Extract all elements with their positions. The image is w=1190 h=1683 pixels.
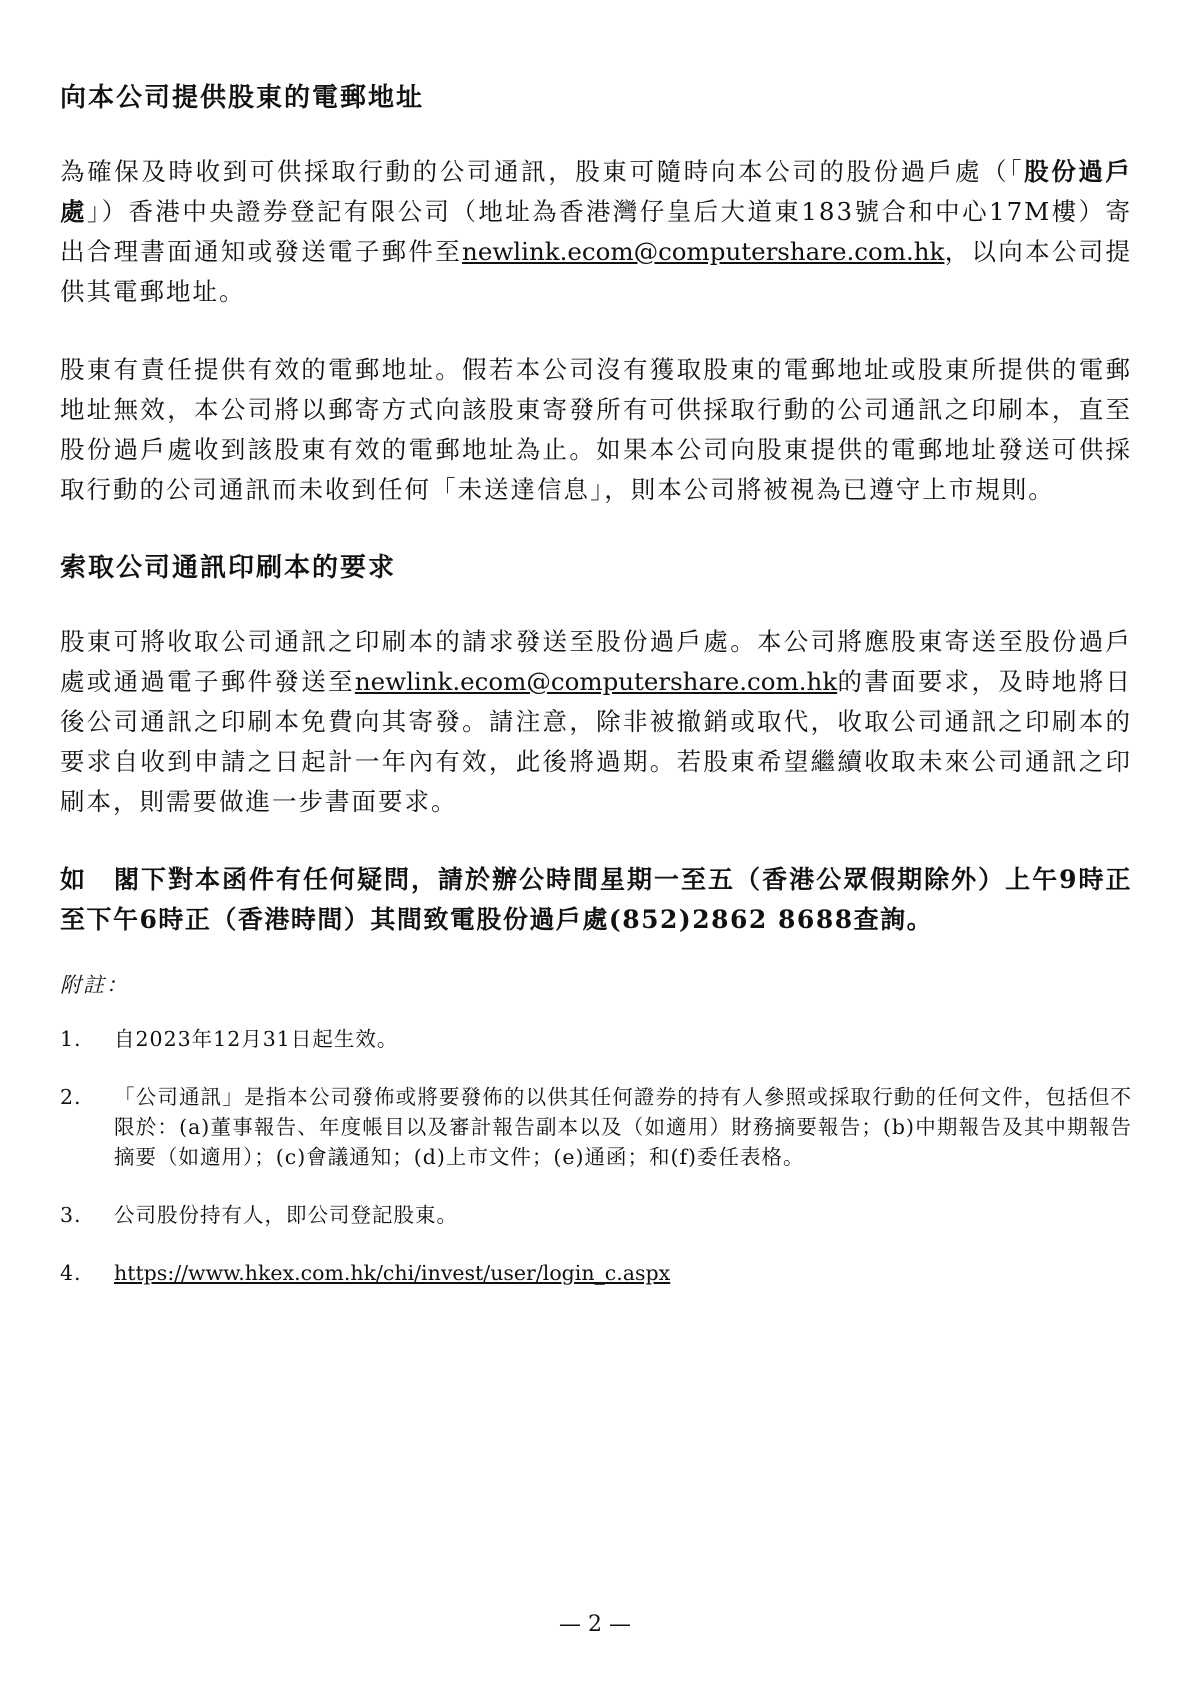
- note-item: [60, 1258, 1132, 1288]
- notes-title: 附註：: [60, 973, 129, 997]
- note-number: 4.: [60, 1261, 82, 1285]
- note-text: 「公司通訊」是指本公司發佈或將要發佈的以供其任何證券的持有人參照或採取行動的任何文件，包括但不限於：(a)董事報告、年度帳目以及審計報告副本以及（如適用）財務摘要報告；(b)中期報告及其中期報告摘要（如適用）；(c)會議通知；(d)上市文件；(e)通函；和(f)委任表格。: [114, 1085, 1132, 1169]
- section-heading-printed-copy: 索取公司通訊印刷本的要求: [60, 553, 397, 583]
- paragraph-email-responsibility: 股東有責任提供有效的電郵地址。假若本公司沒有獲取股東的電郵地址或股東所提供的電郵地址無效，本公司將以郵寄方式向該股東寄發所有可供採取行動的公司通訊之印刷本，直至股份過戶處收到該股東有效的電郵地址為止。如果本公司向股東提供的電郵地址發送可供採取行動的公司通訊而未收到任何「未送達信息」，則本公司將被視為已遵守上市規則。: [60, 355, 1132, 504]
- hkex-login-link[interactable]: https://www.hkex.com.hk/chi/invest/user/login_c.aspx: [114, 1261, 671, 1285]
- document-content: [60, 78, 1132, 1316]
- note-item: [60, 1082, 1132, 1172]
- email-link[interactable]: newlink.ecom@computershare.com.hk: [462, 237, 945, 266]
- enquiry-notice: 如 閣下對本函件有任何疑問，請於辦公時間星期一至五（香港公眾假期除外）上午9時正至下午6時正（香港時間）其間致電股份過戶處(852)2862 8688查詢。: [60, 865, 1132, 934]
- note-item: [60, 1024, 1132, 1054]
- note-item: [60, 1200, 1132, 1230]
- section-heading-email: 向本公司提供股東的電郵地址: [60, 83, 425, 113]
- note-text: 自2023年12月31日起生效。: [114, 1027, 399, 1051]
- note-number: 1.: [60, 1027, 82, 1051]
- email-link[interactable]: newlink.ecom@computershare.com.hk: [354, 667, 838, 696]
- page-number: — 2 —: [559, 1612, 631, 1637]
- note-text: 公司股份持有人，即公司登記股東。: [114, 1203, 458, 1227]
- note-number: 3.: [60, 1203, 82, 1227]
- paragraph-provide-email: 為確保及時收到可供採取行動的公司通訊，股東可隨時向本公司的股份過戶處（「股份過戶處」）香港中央證券登記有限公司（地址為香港灣仔皇后大道東183號合和中心17M樓）寄出合理書面通知或發送電子郵件至newlink.ecom@computershare.com.hk，以向本公司提供其電郵地址。: [60, 157, 1133, 306]
- defined-term-registrar: 股份過戶處: [60, 157, 1133, 226]
- paragraph-printed-copy-request: 股東可將收取公司通訊之印刷本的請求發送至股份過戶處。本公司將應股東寄送至股份過戶處或通過電子郵件發送至newlink.ecom@computershare.com.hk的書面要求，及時地將日後公司通訊之印刷本免費向其寄發。請注意，除非被撤銷或取代，收取公司通訊之印刷本的要求自收到申請之日起計一年內有效，此後將過期。若股東希望繼續收取未來公司通訊之印刷本，則需要做進一步書面要求。: [60, 627, 1132, 816]
- note-number: 2.: [60, 1085, 82, 1109]
